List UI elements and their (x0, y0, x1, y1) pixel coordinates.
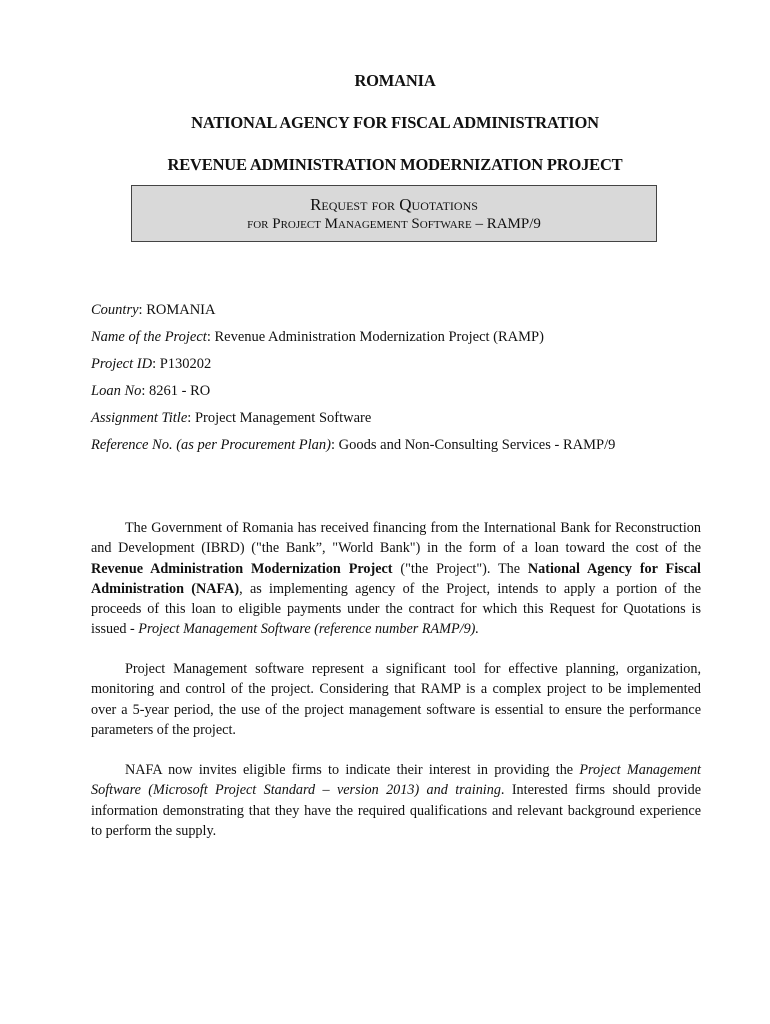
paragraph-financing (91, 518, 701, 640)
detail-value: Goods and Non-Consulting Services - RAMP/9 (338, 437, 616, 453)
detail-row-loan-no: Loan No: 8261 - RO (91, 383, 211, 399)
detail-row-project-id: Project ID: P130202 (91, 356, 212, 372)
paragraph-invitation (91, 760, 701, 841)
project-name-bold: Revenue Administration Modernization Project (91, 560, 393, 577)
agency-name-bold: National Agency for Fiscal Administration (NAFA) (91, 560, 702, 597)
country-heading: ROMANIA (354, 71, 436, 90)
paragraph-text: , as implementing agency of the Project, intends to apply a portion of the proceeds of this loan to eligible payments under the contract for which this Request for Quotations is issued - (91, 580, 701, 638)
paragraph-text: . Interested firms should provide information demonstrating that they have the required qualifications and relevant background experience to perform the supply. (91, 782, 701, 839)
rfq-reference-italic: Project Management Software (reference number RAMP/9). (138, 621, 479, 638)
detail-label: Reference No. (as per Procurement Plan) (91, 437, 331, 453)
detail-label: Project ID (91, 356, 153, 372)
detail-label: Country (91, 302, 139, 318)
detail-row-project-name: Name of the Project: Revenue Administration Modernization Project (RAMP) (91, 329, 544, 345)
detail-value: ROMANIA (146, 302, 216, 318)
detail-value: Revenue Administration Modernization Project (RAMP) (214, 329, 544, 345)
project-details (91, 300, 711, 462)
detail-label: Name of the Project (91, 329, 207, 345)
paragraph-text: ("the Project"). The (392, 560, 528, 577)
detail-value: 8261 - RO (149, 383, 211, 399)
project-heading: REVENUE ADMINISTRATION MODERNIZATION PROJECT (167, 155, 623, 174)
detail-row-country: Country: ROMANIA (91, 302, 216, 318)
agency-heading: NATIONAL AGENCY FOR FISCAL ADMINISTRATION (191, 113, 599, 132)
paragraph-text: NAFA now invites eligible firms to indicate their interest in providing the (125, 762, 580, 778)
paragraph-text: The Government of Romania has received financing from the International Bank for Reconstruction and Development (IBRD) ("the Bank”, "World Bank") in the form of a loan toward the cost of the (91, 520, 701, 557)
detail-label: Loan No (91, 383, 142, 399)
detail-row-reference-no: Reference No. (as per Procurement Plan): Goods and Non-Consulting Services - RAMP/9 (91, 437, 616, 453)
rfq-title: Request for Quotations (310, 195, 478, 214)
software-description-italic: Project Management Software (Microsoft Project Standard – version 2013) and training (91, 762, 701, 799)
detail-row-assignment-title: Assignment Title: Project Management Software (91, 410, 372, 426)
detail-value: Project Management Software (194, 410, 372, 426)
rfq-title-box (131, 185, 657, 242)
paragraph-software-importance: Project Management software represent a significant tool for effective planning, organization, monitoring and control of the project. Considering that RAMP is a complex project to be implemented over a 5-year period, the use of the project management software is essential to ensure the performance parameters of the project. (91, 661, 701, 738)
rfq-subtitle: for Project Management Software – RAMP/9 (247, 216, 541, 232)
detail-label: Assignment Title (91, 410, 188, 426)
detail-value: P130202 (159, 356, 212, 372)
